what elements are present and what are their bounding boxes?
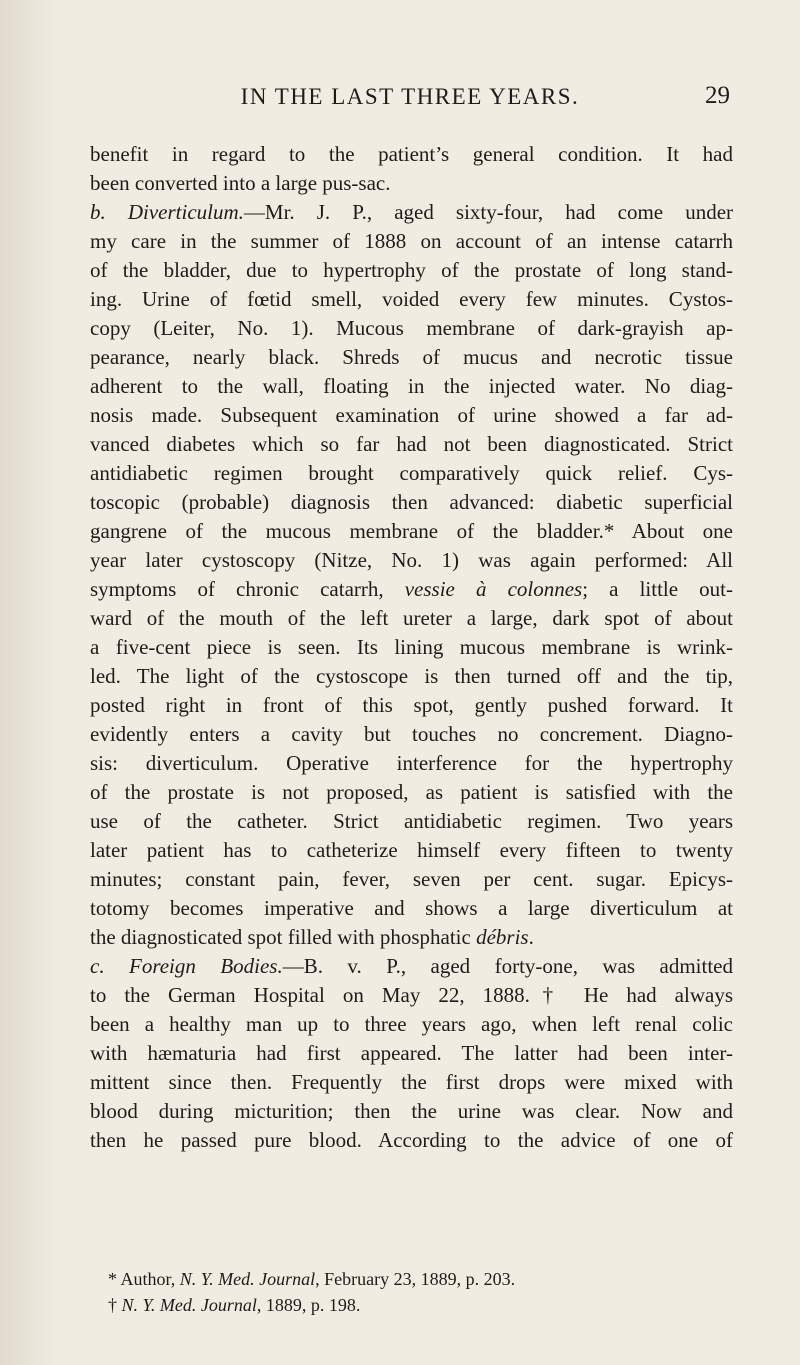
text-line: with hæmaturia had first appeared. The latter had been inter- <box>90 1041 733 1065</box>
text-line: ing. Urine of fœtid smell, voided every few minutes. Cystos- <box>90 287 733 311</box>
text-line: blood during micturition; then the urine was clear. Now and <box>90 1099 733 1123</box>
text-line: minutes; constant pain, fever, seven per cent. sugar. Epicys- <box>90 867 733 891</box>
text-line: symptoms of chronic catarrh, vessie à colonnes; a little out- <box>90 577 734 601</box>
text-line: evidently enters a cavity but touches no concrement. Diagno- <box>90 722 733 746</box>
text-line: copy (Leiter, No. 1). Mucous membrane of dark-grayish ap- <box>90 316 733 340</box>
running-title: IN THE LAST THREE YEARS. <box>240 84 580 109</box>
text-line: year later cystoscopy (Nitze, No. 1) was again performed: All <box>90 548 733 572</box>
text-line: toscopic (probable) diagnosis then advanced: diabetic superficial <box>90 490 733 514</box>
text-line: been a healthy man up to three years ago, when left renal colic <box>90 1012 733 1036</box>
text-line: sis: diverticulum. Operative interference for the hypertrophy <box>90 751 733 775</box>
text-line: my care in the summer of 1888 on account of an intense catarrh <box>90 229 733 253</box>
text-line: been converted into a large pus-sac. <box>90 171 391 195</box>
footnote: † N. Y. Med. Journal, 1889, p. 198. <box>108 1295 361 1315</box>
text-line: mittent since then. Frequently the first drops were mixed with <box>90 1070 733 1094</box>
text-line: pearance, nearly black. Shreds of mucus and necrotic tissue <box>90 345 733 369</box>
footnotes <box>90 1266 733 1318</box>
text-line: a five-cent piece is seen. Its lining mucous membrane is wrink- <box>90 635 733 659</box>
text-line: ward of the mouth of the left ureter a large, dark spot of about <box>90 606 733 630</box>
text-line: of the prostate is not proposed, as patient is satisfied with the <box>90 780 733 804</box>
text-line: nosis made. Subsequent examination of urine showed a far ad- <box>90 403 733 427</box>
body-text <box>90 140 733 1155</box>
text-line: b. Diverticulum.—Mr. J. P., aged sixty-four, had come under <box>90 200 734 224</box>
page-number: 29 <box>705 82 730 109</box>
page-edge-shadow <box>0 0 60 1365</box>
text-line: of the bladder, due to hypertrophy of the prostate of long stand- <box>90 258 733 282</box>
text-line: totomy becomes imperative and shows a large diverticulum at <box>90 896 733 920</box>
text-line: then he passed pure blood. According to the advice of one of <box>90 1128 733 1152</box>
text-line: vanced diabetes which so far had not been diagnosticated. Strict <box>90 432 733 456</box>
text-line: the diagnosticated spot filled with phosphatic débris. <box>90 925 534 949</box>
text-line: benefit in regard to the patient’s general condition. It had <box>90 142 733 166</box>
text-line: use of the catheter. Strict antidiabetic regimen. Two years <box>90 809 733 833</box>
text-line: to the German Hospital on May 22, 1888.† He had always <box>90 983 733 1007</box>
text-line: gangrene of the mucous membrane of the bladder.* About one <box>90 519 733 543</box>
text-line: led. The light of the cystoscope is then turned off and the tip, <box>90 664 733 688</box>
text-line: adherent to the wall, floating in the injected water. No diag- <box>90 374 733 398</box>
text-line: antidiabetic regimen brought comparatively quick relief. Cys- <box>90 461 733 485</box>
text-line: later patient has to catheterize himself every fifteen to twenty <box>90 838 733 862</box>
text-line: posted right in front of this spot, gently pushed forward. It <box>90 693 733 717</box>
running-head <box>90 78 730 112</box>
text-line: c. Foreign Bodies.—B. v. P., aged forty-one, was admitted <box>90 954 733 978</box>
footnote: * Author, N. Y. Med. Journal, February 23, 1889, p. 203. <box>108 1269 516 1289</box>
